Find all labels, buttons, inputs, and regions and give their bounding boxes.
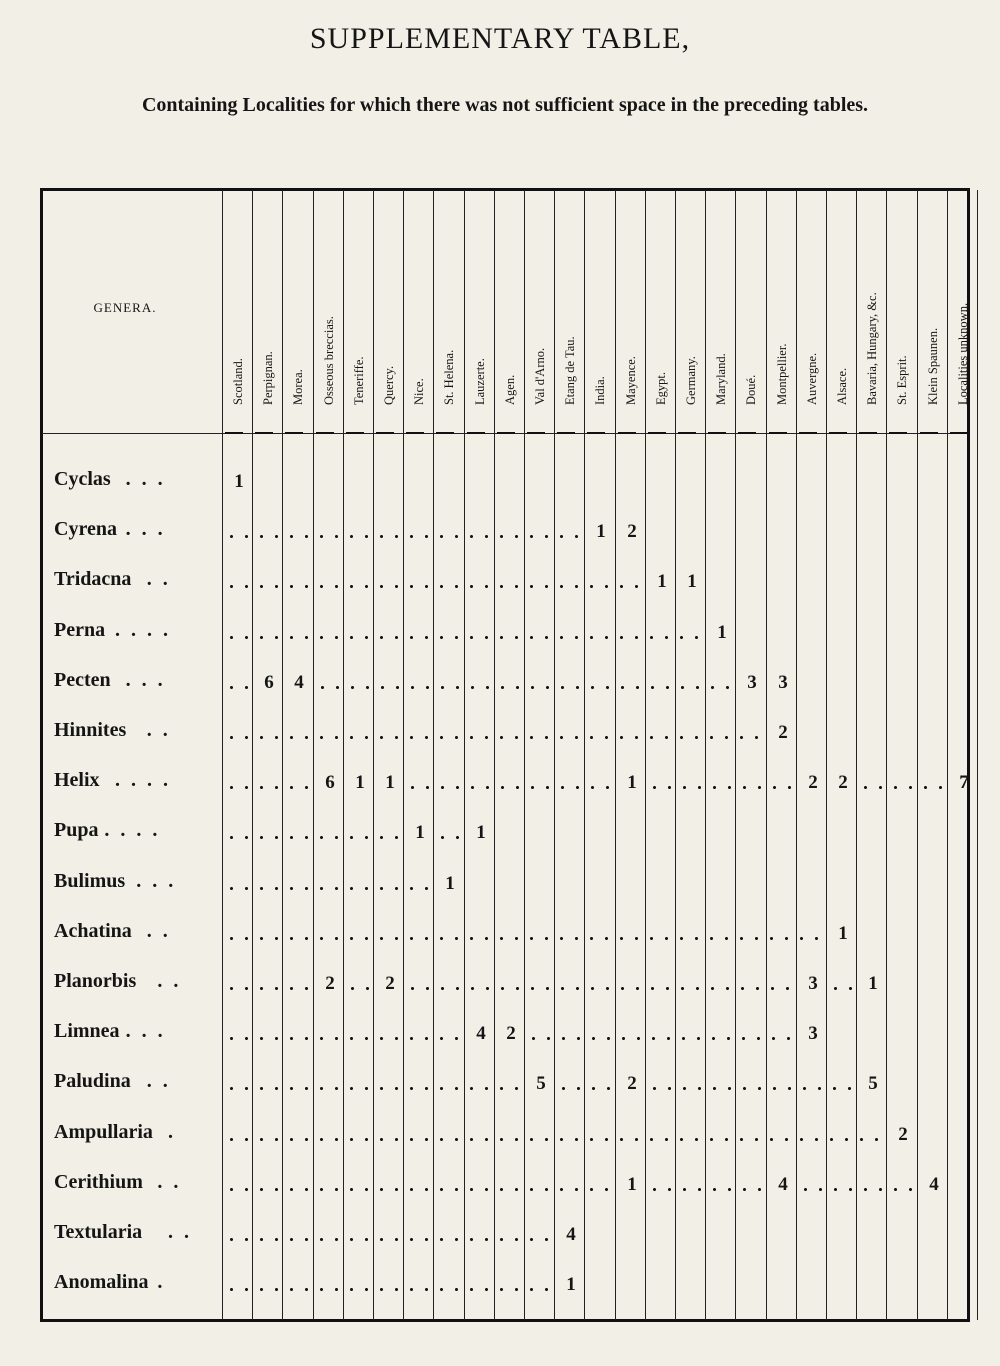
table-cell: 3 — [778, 671, 788, 693]
row-dot-leader — [224, 937, 826, 940]
column-header-st-esprit: St. Esprit. — [895, 355, 909, 405]
table-cell: 1 — [657, 571, 667, 593]
row-leader-dots: . . . — [136, 869, 177, 892]
table-cell: 7 — [959, 772, 969, 794]
column-header-montpellier: Montpellier. — [775, 343, 789, 405]
column-tick — [859, 432, 877, 434]
column-header-nice: Nice. — [412, 378, 426, 405]
table-cell: 1 — [687, 571, 697, 593]
table-cell: 1 — [234, 471, 244, 492]
column-tick — [527, 432, 545, 434]
column-rule — [403, 190, 404, 1320]
row-dot-leader — [224, 1138, 886, 1141]
column-header-morea: Morea. — [291, 369, 305, 405]
row-dot-leader — [224, 585, 645, 588]
row-leader-dots: . . . . — [104, 819, 161, 842]
table-cell: 6 — [325, 772, 335, 794]
column-header-teneriffe: Teneriffe. — [352, 356, 366, 405]
column-tick — [587, 432, 605, 434]
column-tick — [316, 432, 334, 434]
table-cell: 6 — [264, 671, 274, 693]
row-dot-leader — [647, 1188, 766, 1191]
column-tick — [648, 432, 666, 434]
row-label-planorbis: Planorbis — [54, 970, 137, 992]
row-leader-dots: . . . — [125, 668, 166, 691]
table-cell: 3 — [747, 671, 757, 693]
column-header-osseous-breccias: Osseous breccias. — [322, 316, 336, 405]
row-label-cyclas: Cyclas — [54, 468, 111, 490]
row-dot-leader — [315, 686, 736, 689]
column-header-india: India. — [593, 376, 607, 405]
row-leader-dots: . . — [168, 1221, 192, 1243]
column-rule — [524, 190, 525, 1320]
column-tick — [678, 432, 696, 434]
column-rule — [433, 190, 434, 1320]
column-tick — [255, 432, 273, 434]
row-dot-leader — [435, 836, 463, 839]
table-cell: 1 — [385, 772, 395, 794]
row-dot-leader — [224, 1238, 554, 1241]
column-header-val-d-arno: Val d'Arno. — [533, 347, 547, 405]
column-rule — [222, 190, 223, 1320]
column-tick — [829, 432, 847, 434]
column-rule — [675, 190, 676, 1320]
row-dot-leader — [798, 1188, 917, 1191]
column-tick — [406, 432, 424, 434]
column-header-perpignan: Perpignan. — [261, 351, 275, 405]
column-rule — [917, 190, 918, 1320]
row-leader-dots: . . — [157, 1170, 182, 1193]
column-header-etang-de-tau: Etang de Tau. — [563, 336, 577, 405]
table-cell: 1 — [717, 621, 727, 643]
column-tick — [950, 432, 968, 434]
row-dot-leader — [224, 1288, 554, 1291]
row-leader-dots: . . — [146, 719, 171, 741]
column-rule — [343, 190, 344, 1320]
table-cell: 2 — [778, 722, 788, 743]
table-cell: 1 — [415, 822, 425, 844]
row-label-perna: Perna — [54, 618, 106, 641]
row-dot-leader — [224, 1188, 615, 1191]
column-rule — [584, 190, 585, 1320]
table-cell: 2 — [627, 521, 637, 543]
row-dot-leader — [345, 987, 373, 990]
table-frame — [40, 188, 970, 1322]
row-dot-leader — [224, 786, 313, 789]
row-leader-dots: . — [157, 1271, 166, 1294]
column-rule — [735, 190, 736, 1320]
table-cell: 1 — [627, 772, 637, 794]
table-cell: 2 — [898, 1123, 908, 1145]
table-cell: 1 — [868, 973, 878, 994]
column-header-localities-unknown: Localities unknown. — [956, 302, 970, 405]
table-cell: 2 — [325, 973, 335, 994]
table-cell: 4 — [476, 1023, 486, 1045]
column-rule — [554, 190, 555, 1320]
row-label-cerithium: Cerithium — [54, 1170, 143, 1193]
column-rule — [464, 190, 465, 1320]
row-dot-leader — [224, 987, 313, 990]
column-header-st-helena: St. Helena. — [442, 349, 456, 405]
table-cell: 1 — [627, 1173, 637, 1195]
table-cell: 4 — [778, 1173, 788, 1195]
column-tick — [285, 432, 303, 434]
row-leader-dots: . . — [146, 1070, 171, 1093]
row-leader-dots: . . . . — [115, 769, 171, 792]
row-dot-leader — [224, 1037, 464, 1040]
row-leader-dots: . . — [146, 919, 171, 942]
column-header-scotland: Scotland. — [231, 358, 245, 405]
column-tick — [920, 432, 938, 434]
column-tick — [376, 432, 394, 434]
row-dot-leader — [224, 836, 403, 839]
row-dot-leader — [647, 786, 796, 789]
column-rule — [705, 190, 706, 1320]
row-label-hinnites: Hinnites — [54, 719, 127, 741]
row-dot-leader — [405, 987, 796, 990]
row-label-paludina: Paludina — [54, 1070, 131, 1093]
column-rule — [826, 190, 827, 1320]
table-cell: 1 — [355, 772, 365, 794]
column-tick — [346, 432, 364, 434]
column-rule — [856, 190, 857, 1320]
row-dot-leader — [647, 1087, 856, 1090]
row-dot-leader — [828, 987, 856, 990]
row-label-pecten: Pecten — [54, 668, 111, 691]
column-header-lauzerte: Lauzerte. — [473, 358, 487, 405]
row-dot-leader — [224, 1087, 524, 1090]
genera-header: GENERA. — [93, 300, 157, 315]
row-leader-dots: . . — [157, 970, 182, 992]
row-dot-leader — [224, 736, 766, 739]
column-header-mayence: Mayence. — [624, 356, 638, 405]
column-rule — [977, 190, 978, 1320]
table-cell: 2 — [808, 772, 818, 794]
column-header-agen: Agen. — [503, 374, 517, 405]
row-label-ampullaria: Ampullaria — [54, 1120, 153, 1143]
row-label-textularia: Textularia — [54, 1221, 143, 1243]
table-cell: 1 — [566, 1274, 576, 1296]
column-header-maryland: Maryland. — [714, 353, 728, 405]
row-dot-leader — [405, 786, 614, 789]
table-cell: 3 — [808, 973, 818, 994]
column-rule — [947, 190, 948, 1320]
table-cell: 1 — [596, 521, 606, 543]
table-cell: 1 — [476, 822, 486, 844]
column-rule — [886, 190, 887, 1320]
table-cell: 4 — [294, 671, 304, 693]
row-label-anomalina: Anomalina — [54, 1271, 149, 1294]
table-cell: 4 — [929, 1173, 939, 1195]
column-header-alsace: Alsace. — [835, 367, 849, 405]
row-label-helix: Helix — [54, 769, 100, 792]
column-rule — [282, 190, 283, 1320]
column-tick — [738, 432, 756, 434]
table-cell: 1 — [838, 922, 848, 944]
column-tick — [497, 432, 515, 434]
table-cell: 3 — [808, 1023, 818, 1045]
table-cell: 1 — [445, 872, 455, 894]
column-rule — [615, 190, 616, 1320]
row-label-cyrena: Cyrena — [54, 518, 117, 541]
page-subtitle: Containing Localities for which there was not sufficient space in the preceding tables. — [141, 94, 869, 116]
row-leader-dots: . . . — [125, 518, 166, 541]
column-tick — [467, 432, 485, 434]
column-tick — [708, 432, 726, 434]
column-rule — [796, 190, 797, 1320]
row-leader-dots: . . — [146, 568, 171, 591]
page-title: SUPPLEMENTARY TABLE, — [309, 22, 691, 55]
row-dot-leader — [224, 636, 705, 639]
row-label-achatina: Achatina — [54, 919, 132, 942]
row-leader-dots: . . . — [125, 468, 166, 490]
column-rule — [645, 190, 646, 1320]
column-header-klein-spaunen: Klein Spaunen. — [926, 327, 940, 405]
column-tick — [889, 432, 907, 434]
column-header-dou: Doué. — [744, 374, 758, 405]
column-header-egypt: Egypt. — [654, 372, 668, 405]
row-leader-dots: . — [168, 1120, 176, 1143]
row-label-bulimus: Bulimus — [54, 869, 126, 892]
column-rule — [373, 190, 374, 1320]
column-rule — [766, 190, 767, 1320]
column-tick — [225, 432, 243, 434]
table-cell: 5 — [536, 1073, 546, 1095]
row-dot-leader — [526, 1037, 796, 1040]
row-label-pupa: Pupa — [54, 819, 99, 842]
row-leader-dots: . . . . — [115, 618, 171, 641]
row-label-tridacna: Tridacna — [54, 568, 132, 591]
column-tick — [799, 432, 817, 434]
table-cell: 2 — [627, 1073, 637, 1095]
row-leader-dots: . . . — [125, 1020, 166, 1043]
column-header-germany: Germany. — [684, 356, 698, 405]
table-cell: 2 — [385, 973, 395, 994]
table-cell: 2 — [838, 772, 848, 794]
column-tick — [618, 432, 636, 434]
row-dot-leader — [224, 887, 433, 890]
table-cell: 5 — [868, 1073, 878, 1095]
table-cell: 4 — [566, 1224, 576, 1245]
column-rule — [252, 190, 253, 1320]
column-rule — [313, 190, 314, 1320]
row-dot-leader — [556, 1087, 614, 1090]
column-rule — [494, 190, 495, 1320]
column-tick — [436, 432, 454, 434]
row-dot-leader — [224, 686, 252, 689]
column-header-bavaria-hungary-c: Bavaria, Hungary, &c. — [865, 292, 879, 405]
column-tick — [769, 432, 787, 434]
column-tick — [557, 432, 575, 434]
table-cell: 2 — [506, 1023, 516, 1045]
column-header-auvergne: Auvergne. — [805, 352, 819, 405]
column-header-quercy: Quercy. — [382, 365, 396, 405]
row-label-limnea: Limnea — [54, 1020, 120, 1043]
row-dot-leader — [224, 535, 584, 538]
row-dot-leader — [858, 786, 947, 789]
